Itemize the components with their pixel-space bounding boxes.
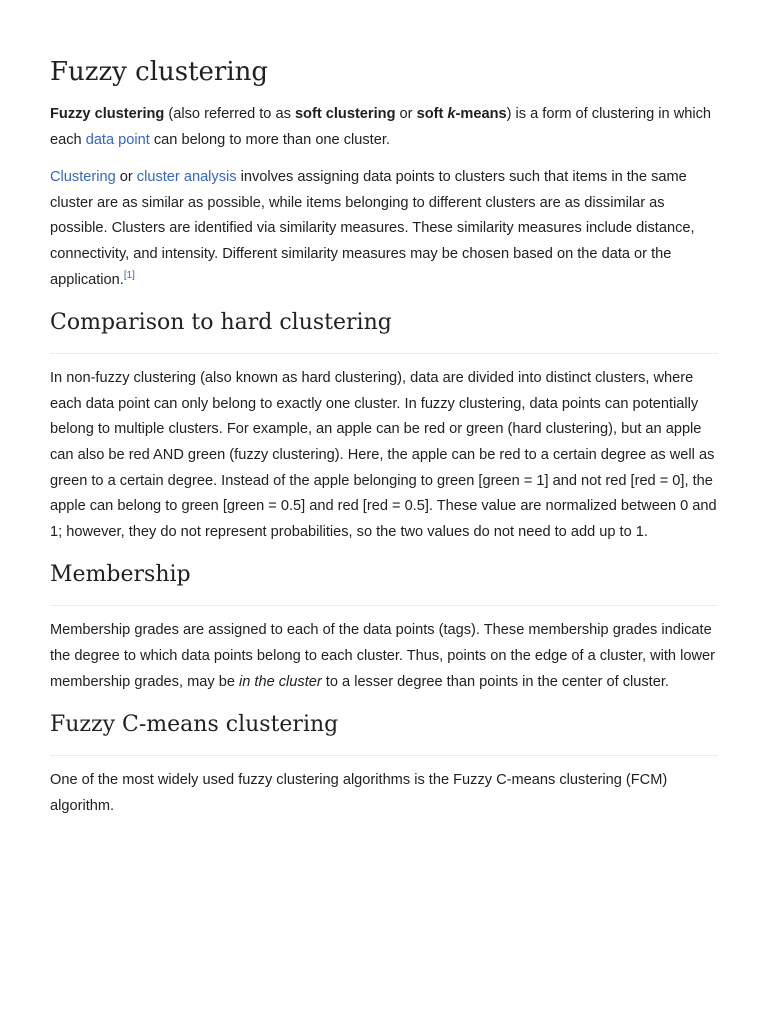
link-clustering[interactable]: Clustering bbox=[50, 169, 116, 186]
intro-text-4: can belong to more than one cluster. bbox=[149, 131, 390, 148]
heading-membership: Membership bbox=[50, 559, 718, 606]
link-data-point[interactable]: data point bbox=[85, 131, 150, 148]
intro-text-3: ) is a form of clustering in which each bbox=[50, 106, 712, 148]
intro-text-2: or bbox=[395, 106, 417, 122]
term-soft-k-means: soft k-means bbox=[416, 106, 507, 122]
reference-1-link[interactable]: [1] bbox=[123, 269, 135, 281]
comparison-paragraph: In non-fuzzy clustering (also known as hard clustering), data are divided into distinct clusters, where each data point can only belong to exactly one cluster. In fuzzy clustering, data points can potentially belong to multiple clusters. For example, an apple can be red or green (hard clustering), but an apple can also be red AND green (fuzzy clustering). Here, the apple can be red to a certain degree as well as green to a certain degree. Instead of the apple belonging to green [green = 1] and not red [red = 0], the apple can belong to green [green = 0.5] and red [red = 0.5]. These value are normalized between 0 and 1; however, they do not represent probabilities, so the two values do not need to add up to 1. bbox=[50, 370, 717, 540]
term-soft-clustering: soft clustering bbox=[294, 106, 396, 122]
section-membership bbox=[50, 559, 718, 695]
membership-paragraph: Membership grades are assigned to each of the data points (tags). These membership grades indicate the degree to which data points belong to each cluster. Thus, points on the edge of a cluster, with lower membership grades, may be in the cluster to a lesser degree than points in the center of cluster. bbox=[50, 622, 715, 690]
heading-comparison: Comparison to hard clustering bbox=[50, 307, 718, 354]
para2-text-1: or bbox=[115, 169, 137, 186]
para2-text-2: involves assigning data points to clusters such that items in the same cluster are as similar as possible, while items belonging to different clusters are as dissimilar as possible. Clusters are identified via similarity measures. These similarity measures include distance, connectivity, and intensity. Different similarity measures may be chosen based on the data or the application. bbox=[50, 169, 695, 288]
intro-text-1: (also referred to as bbox=[164, 106, 295, 122]
page-title: Fuzzy clustering bbox=[50, 57, 269, 87]
heading-fcm: Fuzzy C-means clustering bbox=[50, 709, 718, 756]
fcm-paragraph: One of the most widely used fuzzy clustering algorithms is the Fuzzy C-means clustering (FCM) algorithm. bbox=[50, 772, 668, 814]
clustering-paragraph bbox=[50, 165, 718, 293]
intro-paragraph bbox=[50, 102, 718, 153]
term-fuzzy-clustering: Fuzzy clustering bbox=[50, 106, 165, 122]
section-fcm bbox=[50, 709, 718, 819]
section-comparison bbox=[50, 307, 718, 545]
link-cluster-analysis[interactable]: cluster analysis bbox=[136, 169, 237, 186]
article-content bbox=[50, 52, 718, 819]
italic-in-the-cluster: in the cluster bbox=[239, 673, 322, 690]
